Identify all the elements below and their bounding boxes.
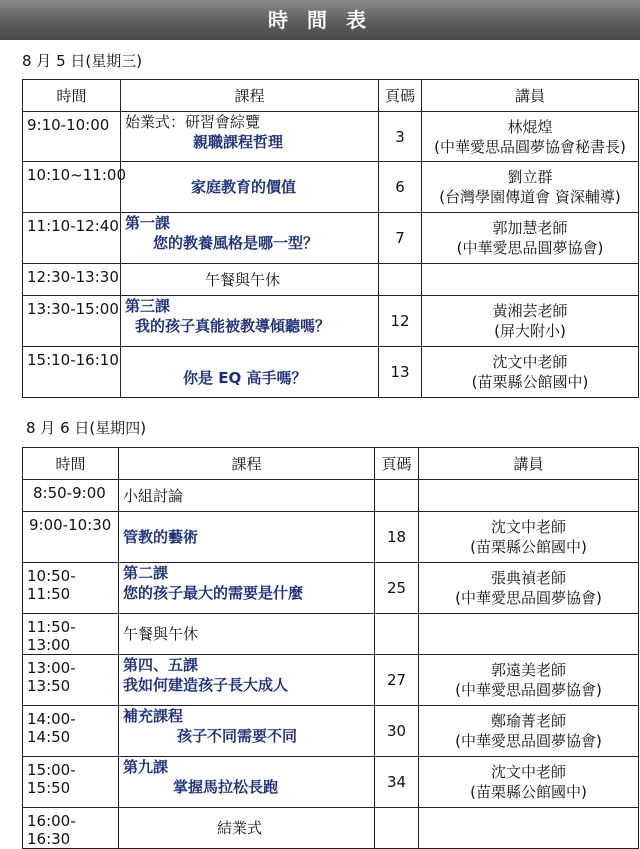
instructor-name: 沈文中老師: [490, 518, 566, 536]
course-line1: 午餐與午休: [205, 270, 281, 289]
instructor-name: 沈文中老師: [490, 763, 566, 781]
table-row: [23, 563, 639, 614]
course-line2: 掌握馬拉松長跑: [173, 778, 279, 796]
header-time: 時間: [23, 448, 119, 480]
schedule-table-day2: [22, 447, 639, 849]
page-cell: 27: [375, 655, 419, 706]
table-row: [23, 808, 639, 849]
course-line1: 第四、五課: [123, 656, 199, 674]
instructor-org: (中華愛思品圓夢協會): [455, 732, 602, 750]
instructor-org: (中華愛思品圓夢協會): [455, 589, 602, 607]
course-cell: [119, 512, 375, 563]
instructor-cell: [422, 296, 639, 347]
table-header-row: [23, 80, 639, 112]
time-cell: 9:10-10:00: [23, 112, 121, 162]
course-cell: [121, 112, 379, 162]
header-course: 課程: [121, 80, 379, 112]
instructor-name: 黃湘芸老師: [492, 302, 568, 320]
course-line1: 午餐與午休: [123, 625, 199, 643]
instructor-name: 鄭瑜菁老師: [490, 712, 566, 730]
course-line2: 我如何建造孩子長大成人: [123, 676, 289, 694]
table-row: [23, 112, 639, 162]
instructor-cell: [419, 563, 639, 614]
page-cell: 25: [375, 563, 419, 614]
table-row: [23, 614, 639, 655]
time-cell: 13:30-15:00: [23, 296, 121, 347]
instructor-cell: [419, 808, 639, 849]
course-line2: 親職課程哲理: [193, 133, 284, 151]
instructor-name: 郭加慧老師: [492, 219, 568, 237]
course-cell: [119, 563, 375, 614]
course-line1: 結業式: [217, 819, 263, 837]
instructor-cell: [419, 706, 639, 757]
instructor-name: 張典禎老師: [490, 569, 566, 587]
time-cell: 14:00-14:50: [23, 706, 119, 757]
table-header-row: [23, 448, 639, 480]
page-cell: [375, 808, 419, 849]
instructor-org: (中華愛思品圓夢協會): [455, 681, 602, 699]
table-row: [23, 162, 639, 213]
course-line1: 第九課: [123, 758, 169, 776]
time-cell: 13:00-13:50: [23, 655, 119, 706]
instructor-cell: [419, 614, 639, 655]
header-course: 課程: [119, 448, 375, 480]
course-line2: 孩子不同需要不同: [177, 727, 298, 745]
instructor-org: (苗栗縣公館國中): [470, 783, 587, 801]
time-cell: 11:10-12:40: [23, 213, 121, 264]
course-cell: [121, 162, 379, 213]
day-heading-2: 8 月 6 日(星期四): [26, 419, 147, 437]
course-cell: [121, 213, 379, 264]
table-row: [23, 213, 639, 264]
table-row: [23, 480, 639, 512]
course-line2: 您的教養風格是哪一型？: [153, 234, 319, 252]
time-cell: 10:10~11:00: [23, 162, 121, 213]
time-cell: 8:50-9:00: [23, 480, 119, 512]
course-cell: [119, 808, 375, 849]
page-cell: 3: [379, 112, 422, 162]
page-cell: 13: [379, 347, 422, 398]
header-page: 頁碼: [379, 80, 422, 112]
table-row: [23, 706, 639, 757]
page-cell: 6: [379, 162, 422, 213]
time-cell: 9:00-10:30: [23, 512, 119, 563]
instructor-cell: [422, 162, 639, 213]
course-line1: 小組討論: [123, 486, 184, 505]
course-cell: [119, 706, 375, 757]
time-cell: 11:50-13:00: [23, 614, 119, 655]
page-cell: [379, 264, 422, 296]
page-cell: 7: [379, 213, 422, 264]
instructor-name: 林焜煌: [507, 117, 553, 136]
course-cell: [121, 264, 379, 296]
page-cell: 18: [375, 512, 419, 563]
time-cell: 15:00-15:50: [23, 757, 119, 808]
course-line1: 第二課: [123, 564, 169, 582]
day-heading-1: 8 月 5 日(星期三): [22, 52, 143, 70]
course-line1: 始業式：研習會綜覽: [125, 113, 261, 131]
page-cell: 34: [375, 757, 419, 808]
table-row: [23, 347, 639, 398]
instructor-name: 郭遠美老師: [490, 661, 566, 679]
instructor-org: (苗栗縣公館國中): [471, 373, 589, 391]
course-cell: [119, 757, 375, 808]
instructor-cell: [422, 112, 639, 162]
instructor-cell: [419, 480, 639, 512]
page-title: 時 間 表: [0, 0, 640, 40]
schedule-table-day1: [22, 79, 639, 398]
course-line1: 補充課程: [123, 707, 184, 725]
page-cell: 30: [375, 706, 419, 757]
header-instructor: 講員: [419, 448, 639, 480]
course-line2: 我的孩子真能被教導傾聽嗎？: [135, 317, 331, 335]
time-cell: 16:00-16:30: [23, 808, 119, 849]
table-row: [23, 296, 639, 347]
instructor-org: (苗栗縣公館國中): [470, 538, 587, 556]
instructor-org: (台灣學園傳道會 資深輔導): [439, 188, 621, 206]
table-row: [23, 655, 639, 706]
time-cell: 10:50-11:50: [23, 563, 119, 614]
course-line2: 您的孩子最大的需要是什麼: [123, 584, 304, 602]
page-cell: [375, 480, 419, 512]
page-cell: [375, 614, 419, 655]
instructor-org: (屏大附小): [494, 322, 566, 340]
course-cell: [121, 296, 379, 347]
header-time: 時間: [23, 80, 121, 112]
time-cell: 15:10-16:10: [23, 347, 121, 398]
instructor-name: 沈文中老師: [492, 353, 568, 371]
table-row: [23, 757, 639, 808]
course-line2: 家庭教育的價值: [191, 178, 297, 196]
course-line2: 你是 EQ 高手嗎？: [183, 369, 307, 387]
course-line1: 第三課: [125, 297, 171, 315]
instructor-cell: [422, 213, 639, 264]
course-line1: 管教的藝術: [123, 528, 199, 546]
header-page: 頁碼: [375, 448, 419, 480]
course-cell: [121, 347, 379, 398]
course-cell: [119, 614, 375, 655]
time-cell: 12:30-13:30: [23, 264, 121, 296]
instructor-cell: [419, 655, 639, 706]
course-cell: [119, 655, 375, 706]
table-row: [23, 512, 639, 563]
instructor-org: (中華愛思品圓夢協會): [456, 239, 604, 257]
instructor-cell: [422, 264, 639, 296]
header-instructor: 講員: [422, 80, 639, 112]
page-cell: 12: [379, 296, 422, 347]
course-line1: 第一課: [125, 214, 171, 232]
instructor-cell: [422, 347, 639, 398]
instructor-org: (中華愛思品圓夢協會秘書長): [434, 137, 626, 156]
table-row: [23, 264, 639, 296]
course-cell: [119, 480, 375, 512]
instructor-cell: [419, 757, 639, 808]
instructor-name: 劉立群: [507, 168, 553, 186]
instructor-cell: [419, 512, 639, 563]
